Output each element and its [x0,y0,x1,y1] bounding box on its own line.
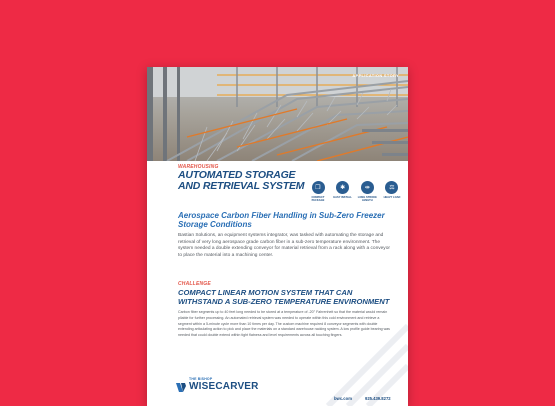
phone-number[interactable]: 925.439.8272 [365,396,391,401]
category-label: WAREHOUSING [178,164,219,170]
arrows-icon: ⇹ [361,181,374,194]
warehouse-photo [147,67,408,161]
weight-icon: ⚖ [385,181,398,194]
challenge-paragraph: Carbon fiber segments up to 40 feet long needed to be stored at a temperature of -20° Fahrenheit so that the material would remain pliable for further processing. An automated retrieval system was needed to operate within this cold environment and retrieve a segment within a 5-minute cycle more than 10 times per day. The custom machine required 8 conveyor segments with double extending articulating action to pick and place the materials on a standard warehouse racking system. A low profile guide bearing was needed that could double extend within tight flatness and level requirements across all touching fingers. [178,310,390,338]
challenge-label: CHALLENGE [178,281,211,287]
document-type-tag: APPLICATION STORY [352,73,399,78]
logo-mark-icon [176,382,186,393]
feature-compact-package [307,181,329,211]
document-subtitle: Aerospace Carbon Fiber Handling in Sub-Zero Freezer Storage Conditions [178,211,385,229]
logo-wordmark: WISECARVER [189,381,259,392]
star-icon: ✱ [336,181,349,194]
website-link[interactable]: bwc.com [334,396,352,401]
feature-long-stroke [356,181,378,211]
feature-easy-install [332,181,354,211]
cube-icon: ❒ [312,181,325,194]
feature-icon-row [307,181,403,211]
application-story-document [147,67,408,406]
logo-prefix: THE BISHOP [189,377,213,381]
feature-label: HEAVY LOAD [383,196,401,199]
intro-paragraph: Bastian Solutions, an equipment systems integrator, was tasked with automating the storage and retrieval of very long aerospace grade carbon fiber in a sub-zero temperature environment. The system needed a double extending conveyor for material retrieval from a rack along with a conveyor to place the material into a machining center. [178,233,390,258]
feature-label: EASY INSTALL [333,196,352,199]
feature-heavy-load [381,181,403,211]
feature-label: COMPACT PACKAGE [311,196,325,202]
diagonal-watermark [298,316,408,406]
feature-label: LONG STROKE LENGTH [357,196,377,202]
challenge-heading: COMPACT LINEAR MOTION SYSTEM THAT CAN WITHSTAND A SUB-ZERO TEMPERATURE ENVIRONMENT [178,288,390,306]
document-title: AUTOMATED STORAGE AND RETRIEVAL SYSTEM [178,169,305,192]
company-logo[interactable] [176,375,259,397]
